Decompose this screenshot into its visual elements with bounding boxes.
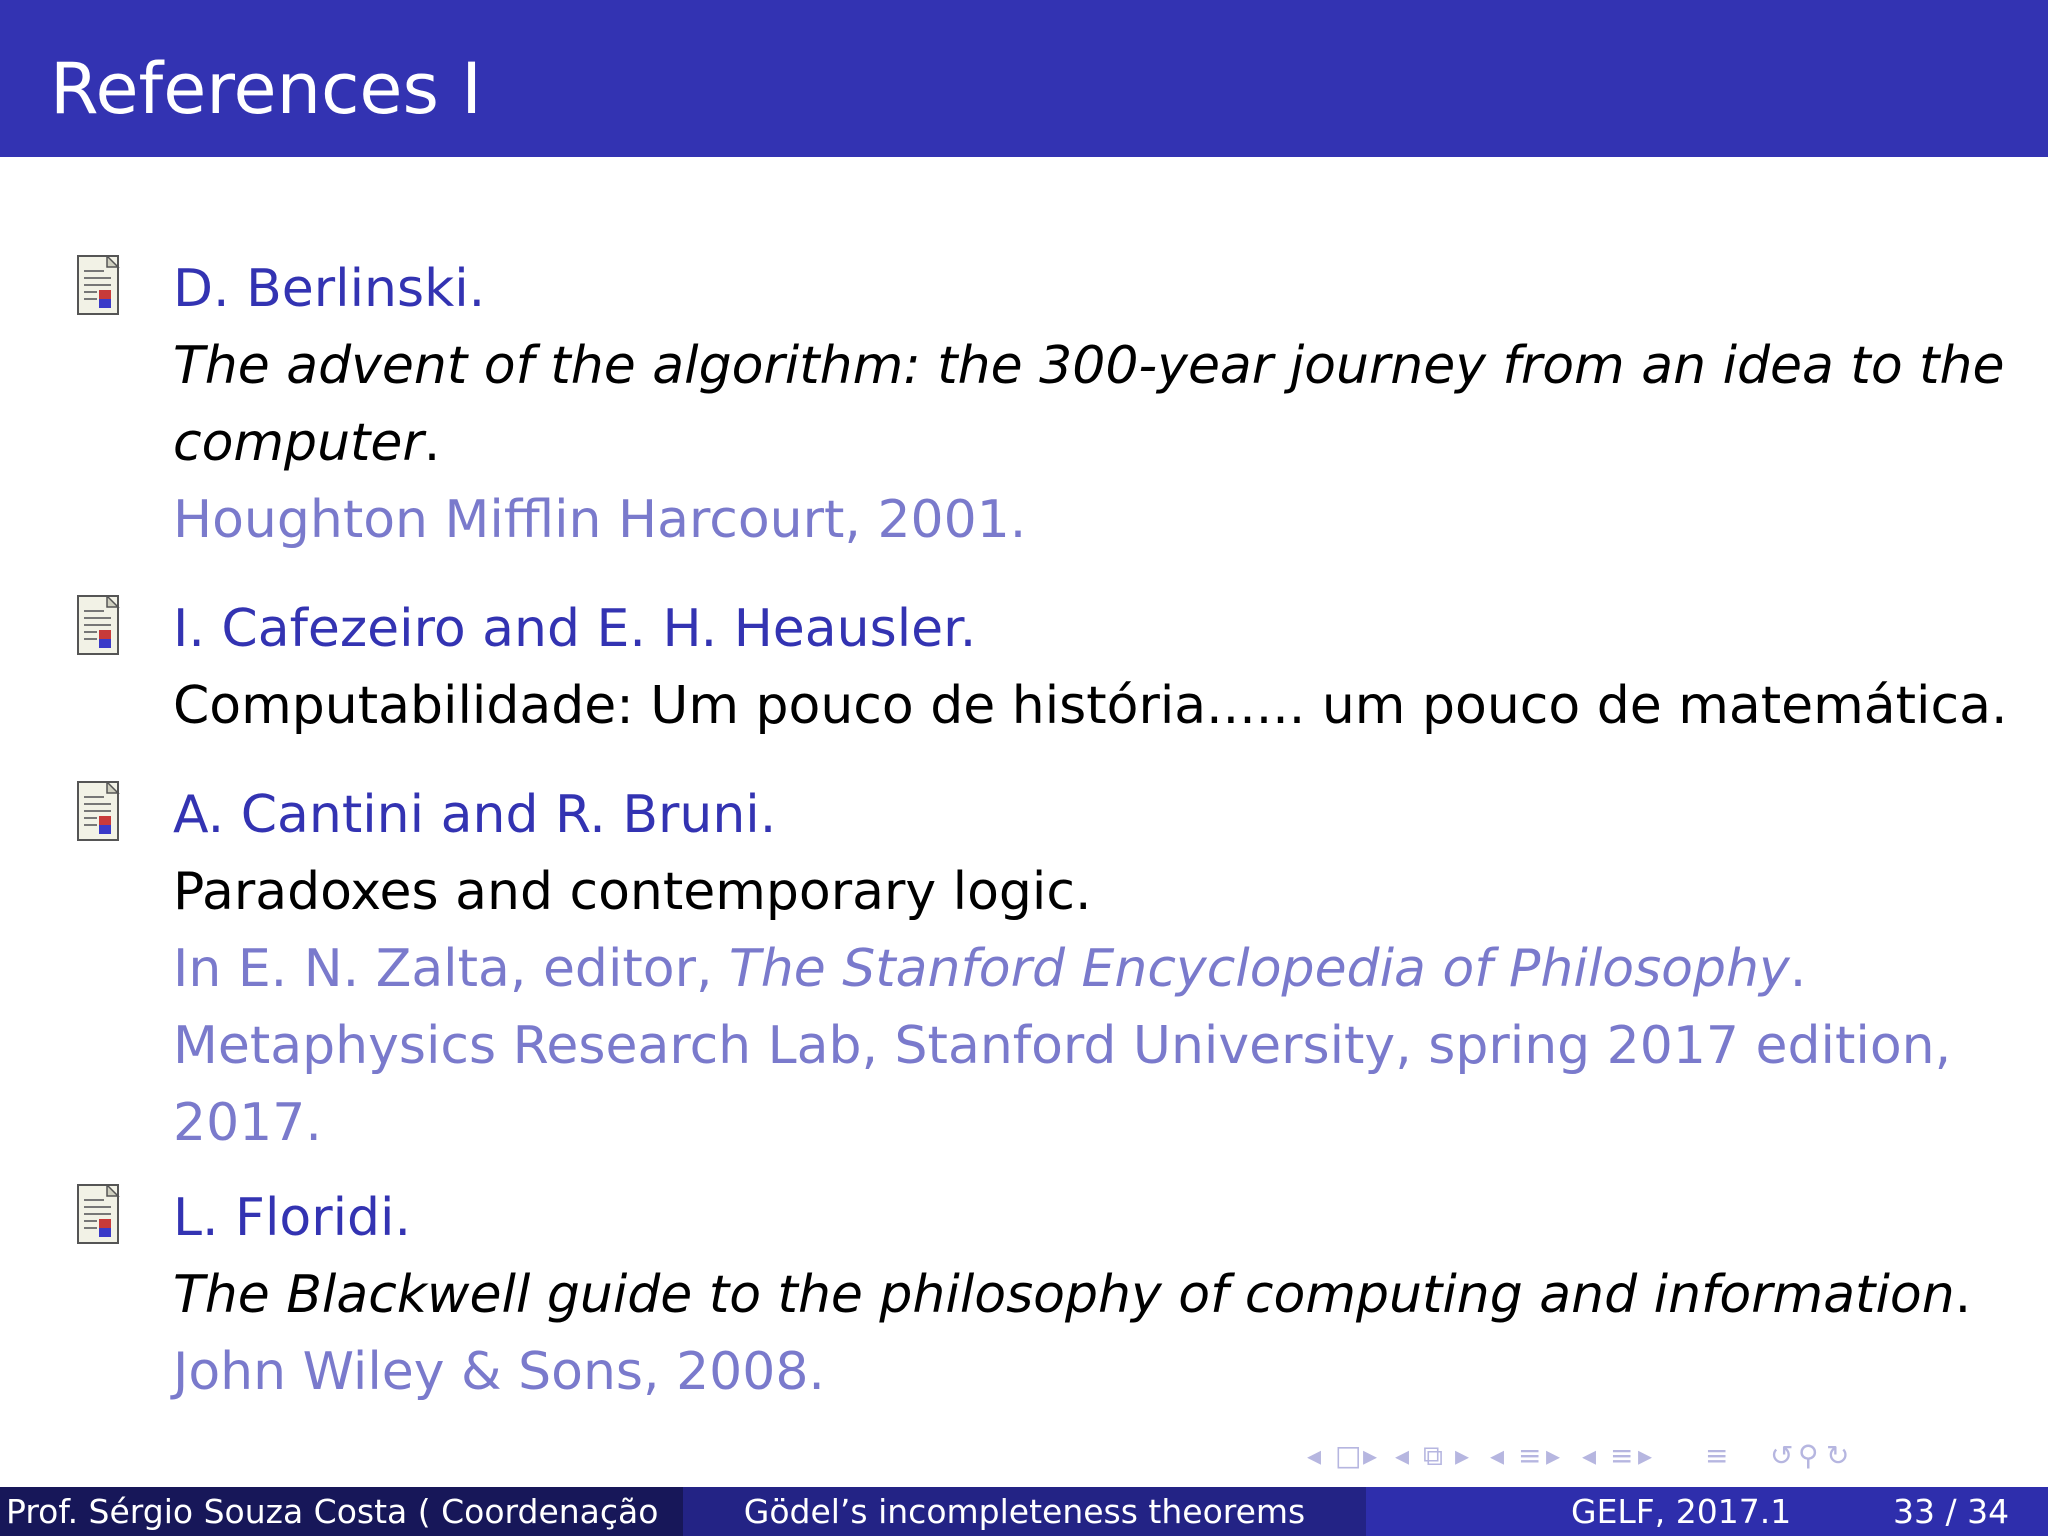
footer-presentation-title: Gödel’s incompleteness theorems	[743, 1492, 1306, 1531]
footer-info-section	[1366, 1487, 2048, 1536]
redo-arrow-icon[interactable]: ↻	[1826, 1439, 1850, 1472]
footer-title-section	[683, 1487, 1366, 1536]
subsection-stack-icon[interactable]: ⧉	[1423, 1439, 1443, 1472]
nav-next-arrow-icon[interactable]: ▸	[1638, 1439, 1653, 1472]
nav-prev-arrow-icon[interactable]: ◂	[1395, 1439, 1410, 1472]
footer-event: GELF, 2017.1	[1571, 1492, 1792, 1531]
reference-author: L. Floridi.	[173, 1188, 412, 1248]
nav-next-arrow-icon[interactable]: ▸	[1546, 1439, 1561, 1472]
slide-title: References I	[50, 48, 482, 130]
reference-title: Paradoxes and contemporary logic.	[173, 862, 1092, 922]
nav-prev-arrow-icon[interactable]: ◂	[1490, 1439, 1505, 1472]
slide-header	[0, 0, 2048, 157]
footer-author-section	[0, 1487, 683, 1536]
reference-editor-line: In E. N. Zalta, editor, The Stanford Encyclopedia of Philosophy.	[173, 939, 1807, 999]
reference-title: The Blackwell guide to the philosophy of computing and information.	[173, 1265, 1972, 1325]
search-magnifier-icon[interactable]: ⚲	[1798, 1439, 1819, 1472]
book-reference-icon	[77, 255, 125, 317]
nav-prev-arrow-icon[interactable]: ◂	[1582, 1439, 1597, 1472]
reference-publisher: John Wiley & Sons, 2008.	[173, 1342, 825, 1402]
book-reference-icon	[77, 1184, 125, 1246]
nav-next-arrow-icon[interactable]: ▸	[1455, 1439, 1470, 1472]
navigation-bar	[1300, 1436, 2030, 1476]
nav-next-arrow-icon[interactable]: ▸	[1363, 1439, 1378, 1472]
reference-author: D. Berlinski.	[173, 259, 486, 319]
frame-box-icon[interactable]: □	[1335, 1439, 1362, 1472]
reference-author: A. Cantini and R. Bruni.	[173, 785, 777, 845]
nav-prev-arrow-icon[interactable]: ◂	[1307, 1439, 1322, 1472]
reference-publisher-continued: 2017.	[173, 1093, 322, 1153]
book-reference-icon	[77, 781, 125, 843]
toc-lines-icon[interactable]: ≡	[1705, 1439, 1729, 1472]
slide-footer	[0, 1487, 2048, 1536]
footer-page-number: 33 / 34	[1893, 1492, 2010, 1531]
undo-arrow-icon[interactable]: ↺	[1770, 1439, 1794, 1472]
reference-author: I. Cafezeiro and E. H. Heausler.	[173, 599, 977, 659]
book-reference-icon	[77, 595, 125, 657]
reference-title: The advent of the algorithm: the 300-year journey from an idea to the	[173, 336, 2005, 396]
footer-author: Prof. Sérgio Souza Costa ( Coordenação	[6, 1492, 659, 1531]
section-lines-icon[interactable]: ≡	[1518, 1439, 1542, 1472]
reference-title: Computabilidade: Um pouco de história...... um pouco de matemática.	[173, 676, 2008, 736]
reference-publisher: Houghton Mifflin Harcourt, 2001.	[173, 490, 1027, 550]
section-lines-icon[interactable]: ≡	[1610, 1439, 1634, 1472]
reference-publisher: Metaphysics Research Lab, Stanford University, spring 2017 edition,	[173, 1016, 1952, 1076]
reference-title-continued: computer.	[173, 413, 441, 473]
